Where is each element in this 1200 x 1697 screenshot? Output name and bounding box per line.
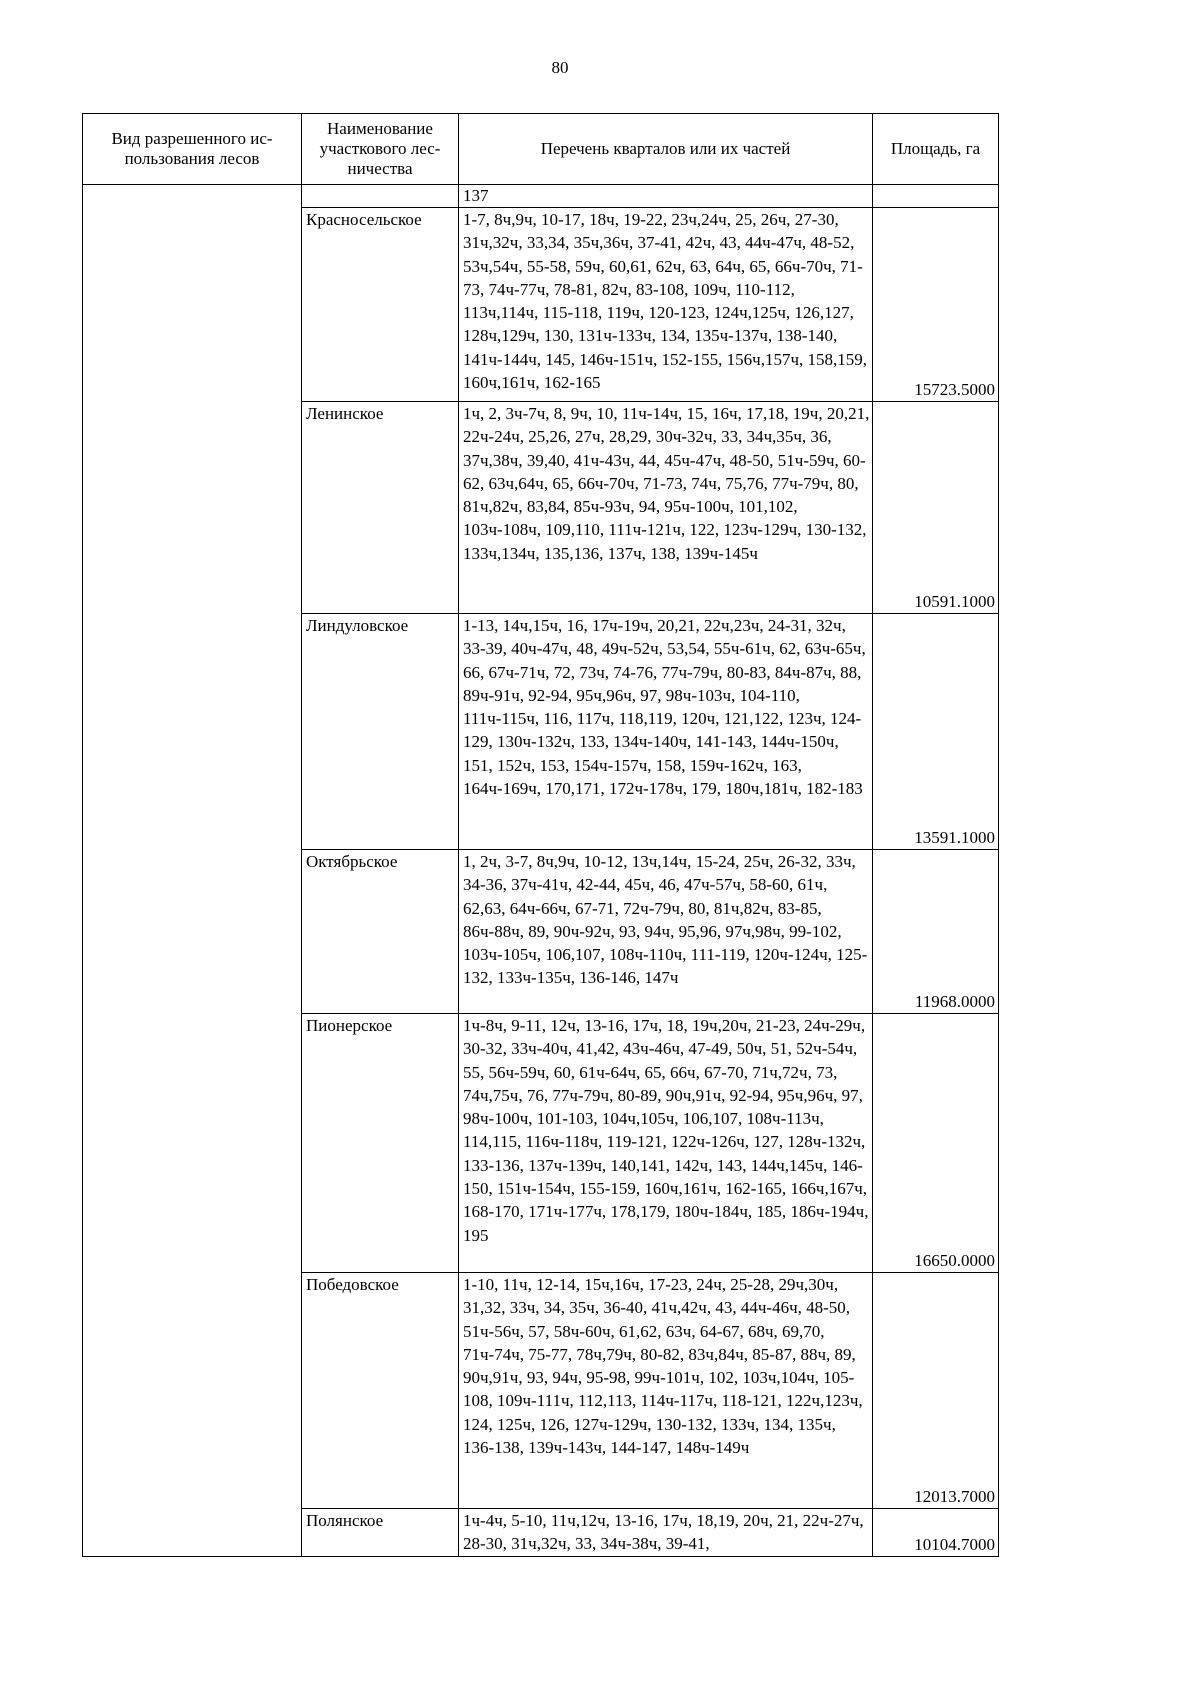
area-cell: 10104.7000 xyxy=(873,1509,999,1557)
forestry-cell xyxy=(302,185,459,208)
quarters-cell: 1-13, 14ч,15ч, 16, 17ч-19ч, 20,21, 22ч,23ч, 24-31, 32ч, 33-39, 40ч-47ч, 48, 49ч-52ч, 53,54, 55ч-61ч, 62, 63ч-65ч, 66, 67ч-71ч, 72, 73ч, 74-76, 77ч-79ч, 80-83, 84ч-87ч, 88, 89ч-91ч, 92-94, 95ч,96ч, 97, 98ч-103ч, 104-110, 111ч-115ч, 116, 117ч, 118,119, 120ч, 121,122, 123ч, 124-129, 130ч-132ч, 133, 134ч-140ч, 141-143, 144ч-150ч, 151, 152ч, 153, 154ч-157ч, 158, 159ч-162ч, 163, 164ч-169ч, 170,171, 172ч-178ч, 179, 180ч,181ч, 182-183 xyxy=(459,614,873,850)
forestry-cell: Победовское xyxy=(302,1273,459,1509)
forestry-cell: Пионерское xyxy=(302,1014,459,1273)
area-cell xyxy=(873,185,999,208)
area-cell: 12013.7000 xyxy=(873,1273,999,1509)
quarters-cell: 1-7, 8ч,9ч, 10-17, 18ч, 19-22, 23ч,24ч, 25, 26ч, 27-30, 31ч,32ч, 33,34, 35ч,36ч, 37-41, 42ч, 43, 44ч-47ч, 48-52, 53ч,54ч, 55-58, 59ч, 60,61, 62ч, 63, 64ч, 65, 66ч-70ч, 71-73, 74ч-77ч, 78-81, 82ч, 83-108, 109ч, 110-112, 113ч,114ч, 115-118, 119ч, 120-123, 124ч,125ч, 126,127, 128ч,129ч, 130, 131ч-133ч, 134, 135ч-137ч, 138-140, 141ч-144ч, 145, 146ч-151ч, 152-155, 156ч,157ч, 158,159, 160ч,161ч, 162-165 xyxy=(459,208,873,402)
area-cell: 11968.0000 xyxy=(873,850,999,1014)
table-row xyxy=(83,185,999,208)
page-number: 80 xyxy=(551,58,569,77)
forestry-cell: Линдуловское xyxy=(302,614,459,850)
quarters-cell: 1-10, 11ч, 12-14, 15ч,16ч, 17-23, 24ч, 25-28, 29ч,30ч, 31,32, 33ч, 34, 35ч, 36-40, 41ч,42ч, 43, 44ч-46ч, 48-50, 51ч-56ч, 57, 58ч-60ч, 61,62, 63ч, 64-67, 68ч, 69,70, 71ч-74ч, 75-77, 78ч,79ч, 80-82, 83ч,84ч, 85-87, 88ч, 89, 90ч,91ч, 93, 94ч, 95-98, 99ч-101ч, 102, 103ч,104ч, 105-108, 109ч-111ч, 112,113, 114ч-117ч, 118-121, 122ч,123ч, 124, 125ч, 126, 127ч-129ч, 130-132, 133ч, 134, 135ч, 136-138, 139ч-143ч, 144-147, 148ч-149ч xyxy=(459,1273,873,1509)
table-header-row xyxy=(83,114,999,185)
forest-use-table xyxy=(82,113,999,1557)
header-forestry: Наименование участкового лес-ничества xyxy=(302,114,459,185)
quarters-cell: 1ч-8ч, 9-11, 12ч, 13-16, 17ч, 18, 19ч,20ч, 21-23, 24ч-29ч, 30-32, 33ч-40ч, 41,42, 43ч-46ч, 47-49, 50ч, 51, 52ч-54ч, 55, 56ч-59ч, 60, 61ч-64ч, 65, 66ч, 67-70, 71ч,72ч, 73, 74ч,75ч, 76, 77ч-79ч, 80-89, 90ч,91ч, 92-94, 95ч,96ч, 97, 98ч-100ч, 101-103, 104ч,105ч, 106,107, 108ч-113ч, 114,115, 116ч-118ч, 119-121, 122ч-126ч, 127, 128ч-132ч, 133-136, 137ч-139ч, 140,141, 142ч, 143, 144ч,145ч, 146-150, 151ч-154ч, 155-159, 160ч,161ч, 162-165, 166ч,167ч, 168-170, 171ч-177ч, 178,179, 180ч-184ч, 185, 186ч-194ч, 195 xyxy=(459,1014,873,1273)
quarters-cell: 1, 2ч, 3-7, 8ч,9ч, 10-12, 13ч,14ч, 15-24, 25ч, 26-32, 33ч, 34-36, 37ч-41ч, 42-44, 45ч, 46, 47ч-57ч, 58-60, 61ч, 62,63, 64ч-66ч, 67-71, 72ч-79ч, 80, 81ч,82ч, 83-85, 86ч-88ч, 89, 90ч-92ч, 93, 94ч, 95,96, 97ч,98ч, 99-102, 103ч-105ч, 106,107, 108ч-110ч, 111-119, 120ч-124ч, 125-132, 133ч-135ч, 136-146, 147ч xyxy=(459,850,873,1014)
use-type-cell xyxy=(83,185,302,1557)
quarters-cell: 1ч, 2, 3ч-7ч, 8, 9ч, 10, 11ч-14ч, 15, 16ч, 17,18, 19ч, 20,21, 22ч-24ч, 25,26, 27ч, 28,29, 30ч-32ч, 33, 34ч,35ч, 36, 37ч,38ч, 39,40, 41ч-43ч, 44, 45ч-47ч, 48-50, 51ч-59ч, 60-62, 63ч,64ч, 65, 66ч-70ч, 71-73, 74ч, 75,76, 77ч-79ч, 80, 81ч,82ч, 83,84, 85ч-93ч, 94, 95ч-100ч, 101,102, 103ч-108ч, 109,110, 111ч-121ч, 122, 123ч-129ч, 130-132, 133ч,134ч, 135,136, 137ч, 138, 139ч-145ч xyxy=(459,402,873,614)
area-cell: 16650.0000 xyxy=(873,1014,999,1273)
header-quarters: Перечень кварталов или их частей xyxy=(459,114,873,185)
area-cell: 10591.1000 xyxy=(873,402,999,614)
forestry-cell: Октябрьское xyxy=(302,850,459,1014)
forestry-cell: Красносельское xyxy=(302,208,459,402)
header-area: Площадь, га xyxy=(873,114,999,185)
forestry-cell: Полянское xyxy=(302,1509,459,1557)
forestry-cell: Ленинское xyxy=(302,402,459,614)
area-cell: 15723.5000 xyxy=(873,208,999,402)
quarters-cell: 1ч-4ч, 5-10, 11ч,12ч, 13-16, 17ч, 18,19, 20ч, 21, 22ч-27ч, 28-30, 31ч,32ч, 33, 34ч-38ч, 39-41, xyxy=(459,1509,873,1557)
area-cell: 13591.1000 xyxy=(873,614,999,850)
quarters-cell: 137 xyxy=(459,185,873,208)
header-use-type: Вид разрешенного ис-пользования лесов xyxy=(83,114,302,185)
